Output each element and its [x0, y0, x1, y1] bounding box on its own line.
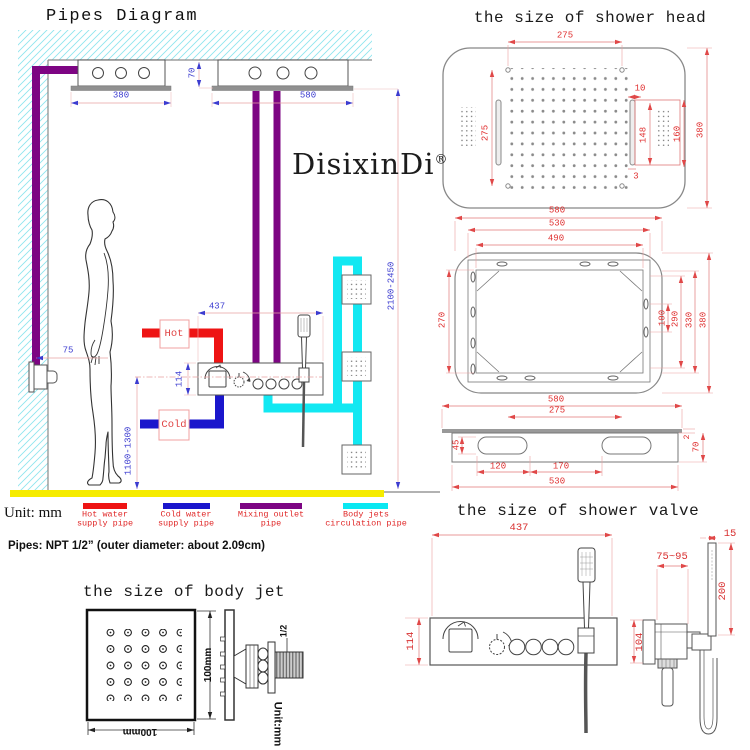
wall-body-jet	[29, 362, 57, 392]
unit-label: Unit: mm	[4, 505, 62, 521]
dim-side-w2: 275	[548, 405, 566, 416]
dim-face-left-height: 275	[480, 124, 491, 142]
dim-side-slot-h: 45	[451, 439, 462, 451]
dim-wall-jet-offset: 75	[62, 345, 74, 356]
shower-head-side	[442, 406, 707, 491]
legend-cold-water	[158, 511, 214, 528]
dim-side-w1: 580	[547, 394, 565, 405]
dim-side-depth: 70	[691, 441, 702, 453]
dim-face-gap-top: 10	[634, 83, 646, 94]
dim-valve-width: 437	[509, 521, 529, 534]
legend-mixing-line1: Mixing outlet	[237, 509, 305, 520]
dim-back-h3: 330	[684, 311, 695, 329]
brand-name: DisixinDi	[292, 147, 435, 181]
dim-back-h1: 100	[657, 309, 668, 327]
dim-valve-width-pipes: 437	[208, 301, 226, 312]
legend-cold-line1: Cold water	[160, 509, 212, 520]
dim-face-outlet: 160	[672, 125, 683, 143]
dim-valve-wall-depth: 75~95	[656, 550, 688, 563]
dim-head1-width: 380	[112, 90, 130, 101]
dim-ceiling-drop: 70	[187, 67, 198, 79]
dim-back-w2: 530	[548, 218, 566, 229]
legend-hot-line2: supply pipe	[76, 518, 134, 528]
ceiling-shower-head-1	[71, 60, 171, 91]
body-jet-face	[87, 610, 216, 735]
legend-body-jets	[325, 511, 407, 528]
dim-back-h-left: 270	[437, 311, 448, 329]
mixing-pipe-swatch	[240, 503, 302, 509]
brand-logo	[292, 147, 449, 181]
dim-face-top-width: 275	[556, 30, 574, 41]
legend-mixing	[238, 511, 304, 528]
dim-face-overall-height: 380	[695, 121, 706, 139]
hot-pipe-swatch	[83, 503, 127, 509]
cold-pipe-swatch	[163, 503, 210, 509]
dim-ceiling-floor-height: 2100-2450	[386, 261, 397, 311]
valve-side	[630, 538, 735, 734]
legend-hot-water	[77, 511, 133, 528]
person-silhouette	[84, 200, 121, 485]
dim-back-w3: 490	[547, 233, 565, 244]
pipes-diagram-title: Pipes Diagram	[46, 7, 199, 26]
shower-head-back	[446, 218, 713, 393]
legend-jets-line2: circulation pipe	[325, 518, 407, 528]
registered-mark: ®	[434, 152, 449, 168]
jet-thread-label: 1/2	[278, 624, 289, 638]
shower-head-title: the size of shower head	[473, 9, 707, 27]
dim-wand-width: 15	[723, 527, 737, 540]
dim-back-w1: 580	[548, 205, 566, 216]
valve-handheld	[578, 548, 595, 733]
body-jet-title: the size of body jet	[82, 583, 286, 601]
dim-face-slot: 148	[638, 126, 649, 144]
dim-valve-body-height: 104	[633, 632, 646, 652]
dim-face-gap-bottom: 3	[633, 171, 639, 182]
legend-hot-line1: Hot water	[82, 509, 128, 520]
dim-wand-length: 200	[716, 581, 729, 601]
handheld-shower-small	[298, 315, 310, 447]
dim-side-s2: 170	[552, 461, 570, 472]
dim-valve-floor-height: 1100-1300	[123, 426, 134, 476]
body-jets-pipe-swatch	[343, 503, 388, 509]
legend-cold-line2: supply pipe	[157, 518, 215, 528]
dim-jet-height: 100mm	[203, 647, 214, 683]
dim-back-h4: 380	[698, 311, 709, 329]
legend-jets-line1: Body jets	[343, 509, 389, 520]
dim-valve-height-pipes: 114	[174, 370, 185, 388]
floor	[10, 490, 440, 497]
cold-label: Cold	[161, 418, 187, 431]
dim-head2-width: 580	[299, 90, 317, 101]
ceiling-shower-head-2	[212, 60, 353, 91]
hot-label: Hot	[164, 327, 184, 340]
body-jet-side	[221, 610, 304, 720]
pipe-spec-note: Pipes: NPT 1/2” (outer diameter: about 2.09cm)	[8, 540, 265, 552]
dim-side-lip: 2	[683, 434, 692, 440]
dim-jet-width: 100mm	[122, 726, 158, 737]
jet-unit-label: Unit:mm	[271, 701, 284, 747]
dim-side-s1: 120	[489, 461, 507, 472]
legend-mixing-line2: pipe	[260, 518, 282, 528]
pipes-artwork	[36, 67, 358, 473]
shower-valve-title: the size of shower valve	[456, 502, 700, 520]
dim-side-w3: 530	[548, 476, 566, 487]
dim-back-h2: 290	[670, 310, 681, 328]
dim-valve-height: 114	[404, 631, 417, 651]
